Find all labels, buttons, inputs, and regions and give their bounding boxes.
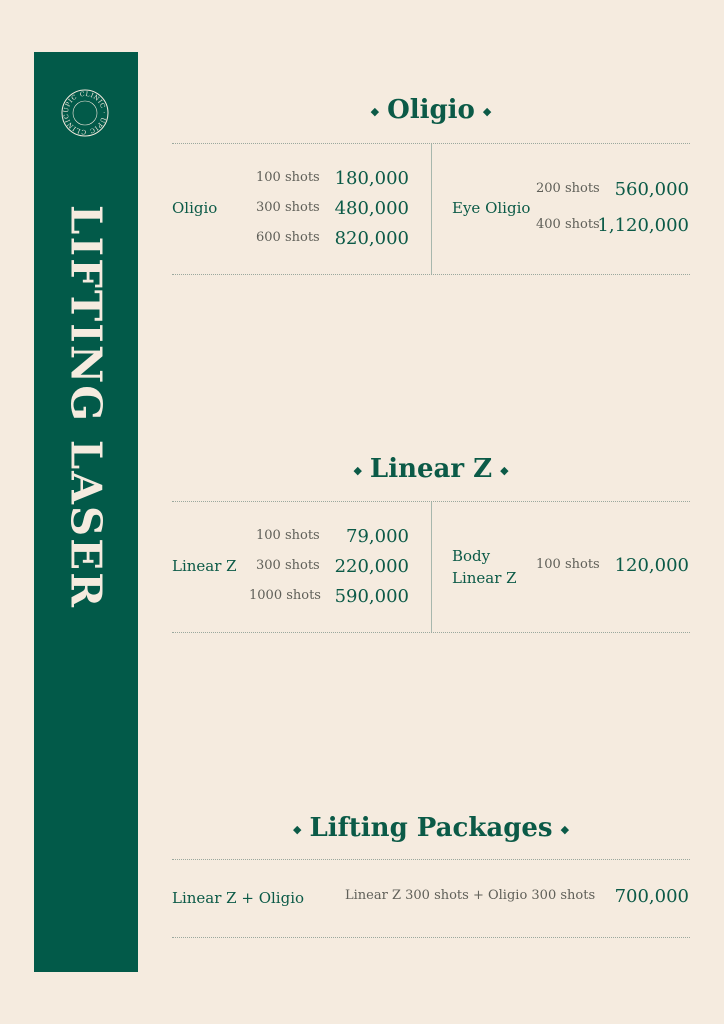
treatment-name-line1: Body bbox=[452, 547, 491, 565]
section-title-text: Oligio bbox=[387, 95, 475, 125]
divider bbox=[172, 859, 690, 860]
divider bbox=[172, 632, 690, 633]
price-value: 220,000 bbox=[334, 556, 409, 577]
shots-label: 200 shots bbox=[536, 181, 600, 196]
price-value: 120,000 bbox=[614, 555, 689, 576]
price-value: 590,000 bbox=[334, 586, 409, 607]
shots-label: 100 shots bbox=[536, 557, 600, 572]
divider bbox=[172, 274, 690, 275]
diamond-icon: ◆ bbox=[482, 104, 492, 118]
diamond-icon: ◆ bbox=[353, 463, 362, 477]
shots-label: 100 shots bbox=[256, 170, 320, 185]
svg-text:UPIC CLINIC · UPIC CLINIC ·: UPIC CLINIC · UPIC CLINIC bbox=[62, 90, 108, 136]
price-value: 1,120,000 bbox=[597, 215, 689, 236]
column-divider bbox=[431, 502, 432, 632]
shots-label: 300 shots bbox=[256, 200, 320, 215]
page-title: LIFTING LASER bbox=[61, 204, 111, 610]
section-title-packages bbox=[172, 813, 690, 843]
shots-label: 600 shots bbox=[256, 230, 320, 245]
column-divider bbox=[431, 144, 432, 274]
price-value: 820,000 bbox=[334, 228, 409, 249]
sidebar-banner bbox=[34, 52, 138, 972]
section-title-text: Lifting Packages bbox=[309, 813, 553, 843]
section-title-linear-z bbox=[172, 454, 690, 484]
shots-label: 100 shots bbox=[256, 528, 320, 543]
shots-label: 300 shots bbox=[256, 558, 320, 573]
divider bbox=[172, 937, 690, 938]
shots-label: 400 shots bbox=[536, 217, 600, 232]
diamond-icon: ◆ bbox=[500, 463, 509, 477]
package-name: Linear Z + Oligio bbox=[172, 889, 305, 907]
treatment-name: Linear Z bbox=[172, 557, 237, 575]
package-description: Linear Z 300 shots + Oligio 300 shots bbox=[345, 888, 596, 903]
section-title-text: Linear Z bbox=[369, 454, 493, 484]
price-value: 79,000 bbox=[346, 526, 409, 547]
treatment-name-line2: Linear Z bbox=[452, 569, 517, 587]
price-value: 700,000 bbox=[614, 886, 689, 907]
treatment-name: Eye Oligio bbox=[452, 199, 531, 217]
price-value: 480,000 bbox=[334, 198, 409, 219]
diamond-icon: ◆ bbox=[370, 104, 380, 118]
clinic-seal-logo bbox=[60, 88, 110, 138]
price-value: 560,000 bbox=[614, 179, 689, 200]
treatment-name: Oligio bbox=[172, 199, 218, 217]
section-title-oligio bbox=[172, 95, 690, 125]
price-value: 180,000 bbox=[334, 168, 409, 189]
diamond-icon: ◆ bbox=[560, 822, 570, 836]
shots-label: 1000 shots bbox=[249, 588, 321, 603]
diamond-icon: ◆ bbox=[292, 822, 302, 836]
